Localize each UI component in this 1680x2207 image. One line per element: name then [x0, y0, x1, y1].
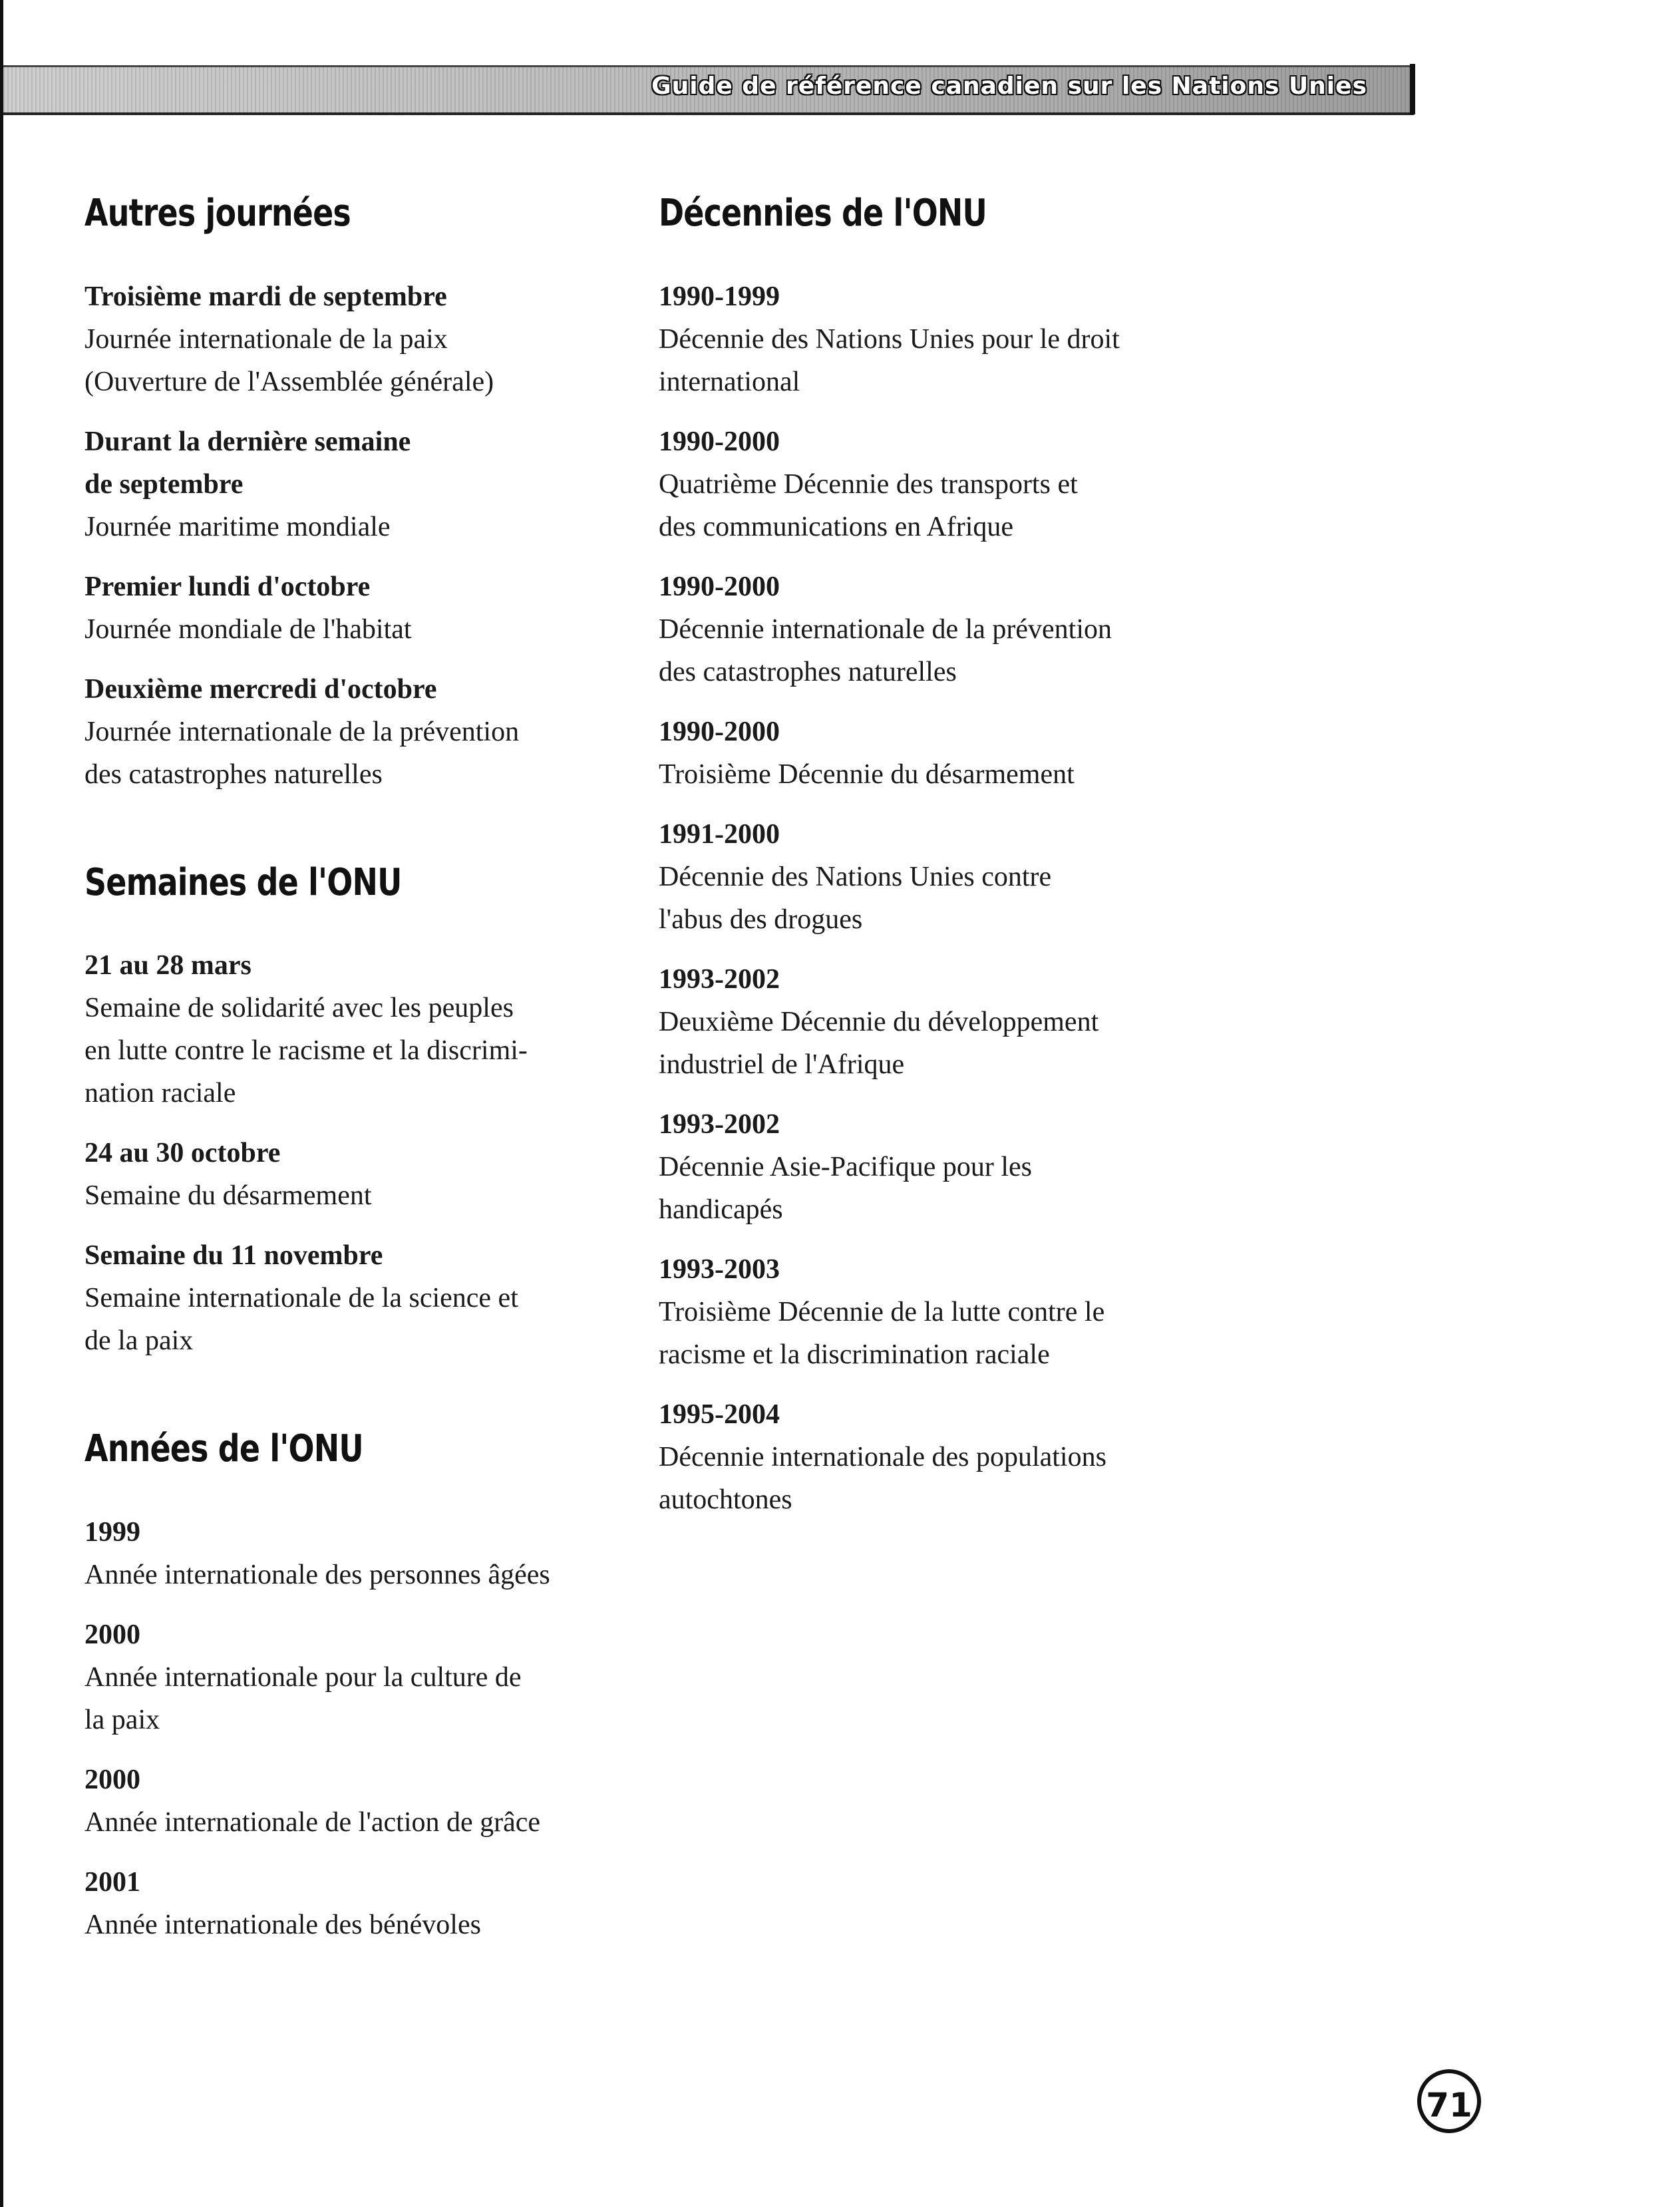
entry-date: 1993-2002 — [659, 1108, 780, 1140]
section-heading: Années de l'ONU — [84, 1427, 363, 1471]
section-heading: Semaines de l'ONU — [84, 860, 402, 904]
entry-date: 2001 — [84, 1866, 140, 1898]
entry-description: Année internationale des bénévoles — [84, 1909, 481, 1940]
entry-date: 1993-2002 — [659, 963, 780, 995]
page-number: 71 — [1417, 2069, 1481, 2133]
entry-date: 1990-2000 — [659, 716, 780, 747]
entry-date: 1999 — [84, 1516, 140, 1548]
list-item — [84, 1759, 643, 1844]
entry-date: Deuxième mercredi d'octobre — [84, 673, 437, 705]
left-column — [84, 193, 643, 1963]
list-item — [659, 421, 1258, 548]
entry-description: Décennie internationale des populations autochtones — [659, 1441, 1106, 1515]
list-item — [84, 1511, 643, 1596]
entry-date: Troisième mardi de septembre — [84, 281, 447, 312]
entry-description: Deuxième Décennie du développement industriel de l'Afrique — [659, 1006, 1099, 1080]
entry-date: 2000 — [84, 1764, 140, 1795]
list-item — [84, 1613, 643, 1741]
entry-date: 21 au 28 mars — [84, 950, 252, 981]
list-item — [659, 813, 1258, 941]
entry-date: 24 au 30 octobre — [84, 1138, 281, 1169]
list-item — [84, 944, 643, 1114]
entry-description: Troisième Décennie de la lutte contre le racisme et la discrimination raciale — [659, 1296, 1105, 1370]
list-item — [84, 275, 643, 403]
section-annees — [84, 1429, 643, 1946]
entry-description: Journée mondiale de l'habitat — [84, 613, 412, 645]
entry-description: Quatrième Décennie des transports et des communications en Afrique — [659, 468, 1078, 542]
entry-description: Troisième Décennie du désarmement — [659, 759, 1075, 790]
entry-date: Durant la dernière semaine de septembre — [84, 426, 411, 500]
entry-date: 2000 — [84, 1619, 140, 1650]
list-item — [659, 1248, 1258, 1376]
entry-date: 1993-2003 — [659, 1254, 780, 1285]
entry-description: Semaine de solidarité avec les peuples en lutte contre le racisme et la discrimi- nation raciale — [84, 993, 528, 1109]
running-header — [3, 65, 1414, 115]
right-column — [659, 193, 1258, 1538]
entry-date: 1995-2004 — [659, 1399, 780, 1430]
section-decennies — [659, 193, 1258, 1521]
entry-list — [84, 275, 643, 796]
entry-date: 1990-1999 — [659, 281, 780, 312]
list-item — [659, 711, 1258, 796]
section-heading: Décennies de l'ONU — [659, 192, 987, 235]
entry-description: Année internationale pour la culture de la paix — [84, 1661, 522, 1735]
entry-list — [659, 275, 1258, 1521]
entry-description: Décennie des Nations Unies contre l'abus des drogues — [659, 861, 1052, 935]
list-item — [84, 1132, 643, 1217]
entry-date: 1990-2000 — [659, 426, 780, 457]
entry-date: 1991-2000 — [659, 818, 780, 850]
list-item — [84, 668, 643, 796]
running-header-title: Guide de référence canadien sur les Nations Unies — [651, 73, 1367, 100]
entry-list — [84, 1511, 643, 1946]
section-semaines — [84, 862, 643, 1363]
list-item — [84, 1861, 643, 1946]
entry-list — [84, 944, 643, 1362]
entry-date: Premier lundi d'octobre — [84, 571, 371, 602]
list-item — [659, 1393, 1258, 1521]
list-item — [659, 1103, 1258, 1231]
header-end-mark — [1410, 64, 1415, 114]
section-heading: Autres journées — [84, 192, 351, 235]
entry-description: Décennie des Nations Unies pour le droit international — [659, 323, 1120, 397]
entry-description: Semaine internationale de la science et de la paix — [84, 1283, 518, 1357]
entry-description: Journée internationale de la prévention des catastrophes naturelles — [84, 716, 520, 790]
section-autres-journees — [84, 193, 643, 796]
left-margin-rule — [0, 0, 3, 2207]
list-item — [84, 566, 643, 651]
entry-description: Année internationale des personnes âgées — [84, 1559, 550, 1590]
list-item — [659, 566, 1258, 693]
entry-description: Journée maritime mondiale — [84, 511, 391, 542]
list-item — [84, 1234, 643, 1362]
entry-description: Semaine du désarmement — [84, 1180, 372, 1212]
entry-date: Semaine du 11 novembre — [84, 1240, 383, 1272]
entry-date: 1990-2000 — [659, 571, 780, 602]
list-item — [659, 275, 1258, 403]
entry-description: Journée internationale de la paix (Ouverture de l'Assemblée générale) — [84, 323, 494, 397]
entry-description: Décennie Asie-Pacifique pour les handicapés — [659, 1151, 1032, 1225]
list-item — [659, 958, 1258, 1086]
list-item — [84, 421, 643, 548]
entry-description: Décennie internationale de la prévention des catastrophes naturelles — [659, 613, 1112, 687]
entry-description: Année internationale de l'action de grâce — [84, 1806, 541, 1838]
